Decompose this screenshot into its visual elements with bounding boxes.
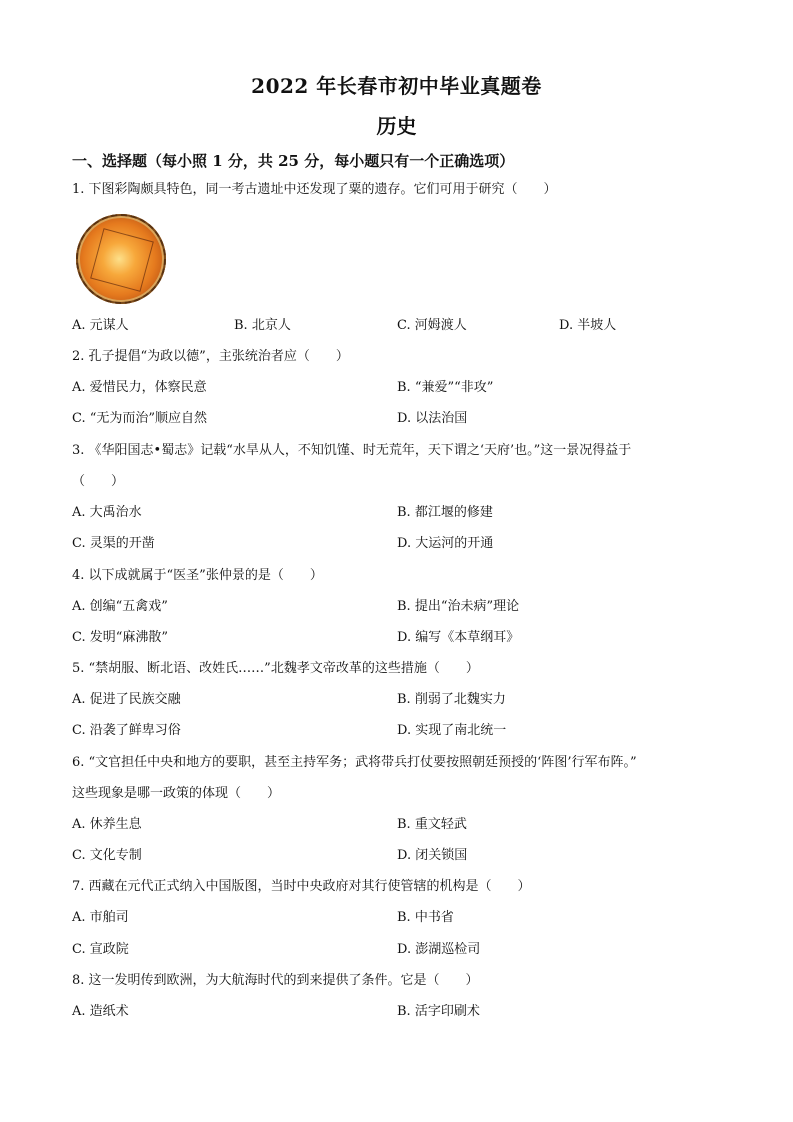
- question-2-option-d: D. 以法治国: [397, 411, 468, 426]
- question-1-option-a: A. 元谋人: [72, 318, 129, 333]
- question-3-option-c: C. 灵渠的开凿: [72, 536, 155, 551]
- question-4-option-d: D. 编写《本草纲耳》: [397, 630, 520, 645]
- question-2-option-a: A. 爱惜民力，体察民意: [72, 380, 207, 395]
- question-6-stem: 6. “文官担任中央和地方的要职，甚至主持军务；武将带兵打仗要按照朝廷预授的‘阵图’行军布阵。”: [72, 755, 637, 770]
- question-6-option-d: D. 闭关锁国: [397, 848, 468, 863]
- question-7-option-d: D. 澎湖巡检司: [397, 942, 481, 957]
- question-5-option-b: B. 削弱了北魏实力: [397, 692, 506, 707]
- question-2-stem: 2. 孔子提倡“为政以德”，主张统治者应（ ）: [72, 349, 349, 364]
- question-1-option-b: B. 北京人: [234, 318, 291, 333]
- question-3-option-b: B. 都江堰的修建: [397, 505, 493, 520]
- question-3-stem-continued: （ ）: [72, 474, 125, 489]
- question-4-stem: 4. 以下成就属于“医圣”张仲景的是（ ）: [72, 568, 323, 583]
- question-5-stem: 5. “禁胡服、断北语、改姓氏……”北魏孝文帝改革的这些措施（ ）: [72, 661, 479, 676]
- question-6-option-a: A. 休养生息: [72, 817, 142, 832]
- question-7-stem: 7. 西藏在元代正式纳入中国版图，当时中央政府对其行使管辖的机构是（ ）: [72, 879, 531, 894]
- pottery-basin-icon: [76, 214, 166, 304]
- section-heading: 一、选择题（每小照 1 分，共 25 分，每小题只有一个正确选项）: [72, 152, 515, 170]
- question-6-option-c: C. 文化专制: [72, 848, 142, 863]
- question-8-option-b: B. 活字印刷术: [397, 1004, 480, 1019]
- question-1-stem: 1. 下图彩陶颇具特色，同一考古遗址中还发现了粟的遗存。它们可用于研究（ ）: [72, 182, 557, 197]
- question-8-stem: 8. 这一发明传到欧洲，为大航海时代的到来提供了条件。它是（ ）: [72, 973, 479, 988]
- question-7-option-a: A. 市舶司: [72, 910, 129, 925]
- subject-title: 历史: [376, 114, 417, 138]
- question-5-option-d: D. 实现了南北统一: [397, 723, 507, 738]
- question-1-option-c: C. 河姆渡人: [397, 318, 467, 333]
- page-title: 2022 年长春市初中毕业真题卷: [251, 74, 542, 98]
- question-3-option-d: D. 大运河的开通: [397, 536, 494, 551]
- question-4-option-b: B. 提出“治未病”理论: [397, 599, 520, 614]
- question-4-option-c: C. 发明“麻沸散”: [72, 630, 169, 645]
- question-2-option-c: C. “无为而治”顺应自然: [72, 411, 208, 426]
- question-5-option-a: A. 促进了民族交融: [72, 692, 181, 707]
- question-8-option-a: A. 造纸术: [72, 1004, 129, 1019]
- question-2-option-b: B. “兼爱”“非攻”: [397, 380, 494, 395]
- question-4-option-a: A. 创编“五禽戏”: [72, 599, 168, 614]
- question-7-option-b: B. 中书省: [397, 910, 454, 925]
- question-6-option-b: B. 重文轻武: [397, 817, 467, 832]
- question-6-stem-continued: 这些现象是哪一政策的体现（ ）: [72, 786, 281, 801]
- painted-pottery-image: [72, 212, 172, 308]
- question-7-option-c: C. 宣政院: [72, 942, 129, 957]
- question-1-option-d: D. 半坡人: [559, 318, 617, 333]
- question-5-option-c: C. 沿袭了鲜卑习俗: [72, 723, 181, 738]
- question-3-option-a: A. 大禹治水: [72, 505, 142, 520]
- question-3-stem: 3. 《华阳国志•蜀志》记载“水旱从人，不知饥馑、时无荒年，天下谓之‘天府’也。”这一景况得益于: [72, 443, 632, 458]
